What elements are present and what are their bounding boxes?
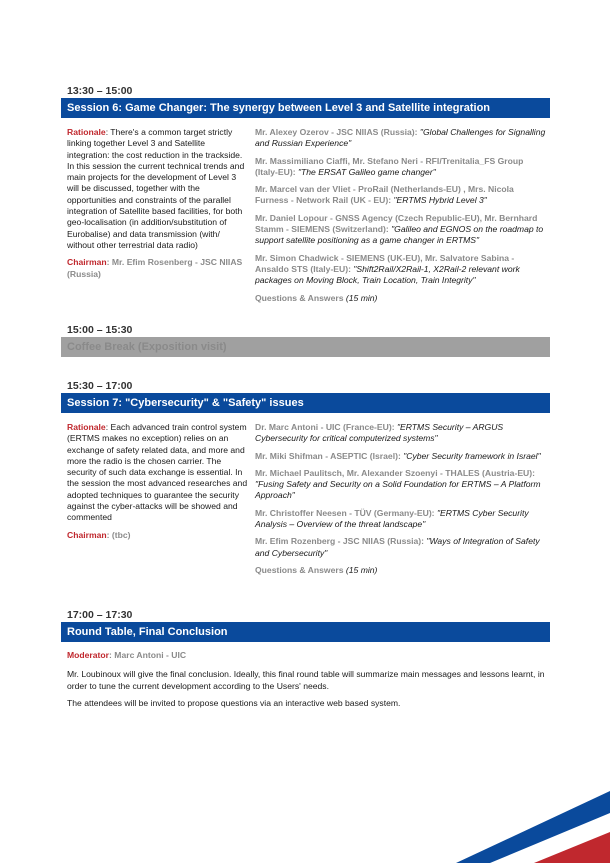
talk-item bbox=[255, 213, 547, 247]
qa-time: (15 min) bbox=[345, 292, 378, 303]
talk-item bbox=[255, 422, 547, 445]
talk-title: "Global Challenges for Signalling and Russian Experience" bbox=[255, 127, 546, 149]
talk-title: "ERTMS Hybrid Level 3" bbox=[393, 195, 487, 206]
chairman-name: : Mr. Efim Rosenberg - JSC NIIAS (Russia) bbox=[67, 257, 243, 279]
qa-label: Questions & Answers bbox=[255, 564, 346, 575]
talk-speaker: Mr. Christoffer Neesen - TÜV (Germany-EU): bbox=[255, 507, 437, 518]
talk-item bbox=[255, 184, 547, 207]
coffee-time: 15:00 – 15:30 bbox=[67, 324, 133, 336]
talk-item bbox=[255, 536, 547, 559]
talk-title: "Shift2Rail/X2Rail-1, X2Rail-2 relevant work packages on Moving Block, Train Location, Train Integrity" bbox=[255, 263, 520, 286]
rationale-label: Rationale bbox=[67, 422, 106, 432]
corner-stripes-decoration bbox=[450, 783, 610, 863]
talk-title: "Fusing Safety and Security on a Solid Foundation for ERTMS – A Platform Approach" bbox=[255, 479, 541, 501]
talk-title: "ERTMS Cyber Security Analysis – Overview of the threat landscape" bbox=[255, 507, 529, 530]
talk-speaker: Mr. Efim Rozenberg - JSC NIIAS (Russia): bbox=[255, 536, 427, 547]
qa-label: Questions & Answers bbox=[255, 292, 346, 303]
roundtable-moderator bbox=[67, 650, 547, 662]
talk-speaker: Mr. Miki Shifman - ASEPTIC (Israel): bbox=[255, 450, 404, 461]
roundtable-paragraph-2: The attendees will be invited to propose questions via an interactive web based system. bbox=[67, 698, 401, 708]
qa-item bbox=[255, 565, 547, 576]
talk-speaker: Mr. Daniel Lopour - GNSS Agency (Czech Republic-EU), Mr. Bernhard Stamm - SIEMENS (Switzerland): bbox=[255, 212, 538, 235]
rationale-label: Rationale bbox=[67, 127, 106, 137]
talk-title: "Galileo and EGNOS on the roadmap to support satellite positioning as a game changer in ERTMS" bbox=[255, 224, 544, 246]
talk-speaker: Mr. Simon Chadwick - SIEMENS (UK-EU), Mr. Salvatore Sabina - Ansaldo STS (Italy-EU): bbox=[255, 252, 515, 274]
chairman-label: Chairman bbox=[67, 257, 107, 268]
talk-item bbox=[255, 451, 547, 462]
roundtable-time: 17:00 – 17:30 bbox=[67, 609, 133, 621]
roundtable-paragraph-1: Mr. Loubinoux will give the final conclusion. Ideally, this final round table will summarize main messages and lessons learnt, in order to tune the current development according to the Users' needs. bbox=[67, 669, 545, 691]
moderator-name: : Marc Antoni - UIC bbox=[109, 650, 187, 660]
moderator-label: Moderator bbox=[67, 650, 110, 660]
talk-item bbox=[255, 468, 547, 502]
session6-time: 13:30 – 15:00 bbox=[67, 85, 133, 97]
qa-item bbox=[255, 293, 547, 304]
rationale-text: : Each advanced train control system (ERTMS makes no exception) relies on an exchange of safety related data, and more and more the radio is the chosen carrier. The security of such data exchange is essential. In the session the most advanced researches and adopted techniques to guarantee the security against the cyber-attacks will be showed and commented bbox=[67, 422, 248, 523]
talk-item bbox=[255, 253, 547, 287]
talk-title: "Cyber Security framework in Israel" bbox=[403, 450, 541, 461]
talk-speaker: Mr. Alexey Ozerov - JSC NIIAS (Russia): bbox=[255, 127, 420, 137]
session6-title: Session 6: Game Changer: The synergy between Level 3 and Satellite integration bbox=[61, 98, 550, 118]
chairman-label: Chairman bbox=[67, 529, 107, 540]
roundtable-title: Round Table, Final Conclusion bbox=[61, 622, 550, 642]
talk-title: "The ERSAT Galileo game changer" bbox=[297, 166, 436, 177]
session7-time: 15:30 – 17:00 bbox=[67, 380, 133, 392]
talk-speaker: Dr. Marc Antoni - UIC (France-EU): bbox=[255, 422, 397, 432]
session7-rationale bbox=[67, 422, 249, 541]
talk-speaker: Mr. Michael Paulitsch, Mr. Alexander Szoenyi - THALES (Austria-EU): bbox=[255, 467, 535, 478]
talk-item bbox=[255, 156, 547, 179]
talk-item bbox=[255, 508, 547, 531]
session6-rationale bbox=[67, 127, 249, 280]
session7-title: Session 7: "Cybersecurity" & "Safety" issues bbox=[61, 393, 550, 413]
talk-item bbox=[255, 127, 547, 150]
talk-title: "Ways of Integration of Safety and Cybersecurity" bbox=[255, 536, 540, 558]
chairman-name: : (tbc) bbox=[106, 529, 131, 540]
coffee-title: Coffee Break (Exposition visit) bbox=[61, 337, 550, 357]
session7-talks bbox=[255, 422, 547, 582]
qa-time: (15 min) bbox=[345, 564, 378, 575]
session6-talks bbox=[255, 127, 547, 310]
rationale-text: : There's a common target strictly linking together Level 3 and Satellite integration: the cost reduction in the trackside. In this session the current technical trends and main projects for the development of Level 3 will be discussed, together with the opportunities and constraints of the parallel integration of Satellite based facilities, for both geo-localisation (in addition/substitution of Eurobalise) and data transmission (with/ without other terrestrial data radio) bbox=[67, 127, 245, 250]
talk-title: "ERTMS Security – ARGUS Cybersecurity for critical computerized systems" bbox=[255, 422, 504, 444]
talk-speaker: Mr. Massimiliano Ciaffi, Mr. Stefano Neri - RFI/Trenitalia_FS Group (Italy-EU): bbox=[255, 155, 524, 177]
talk-speaker: Mr. Marcel van der Vliet - ProRail (Netherlands-EU) , Mrs. Nicola Furness - Network Rail (UK - EU): bbox=[255, 184, 514, 206]
